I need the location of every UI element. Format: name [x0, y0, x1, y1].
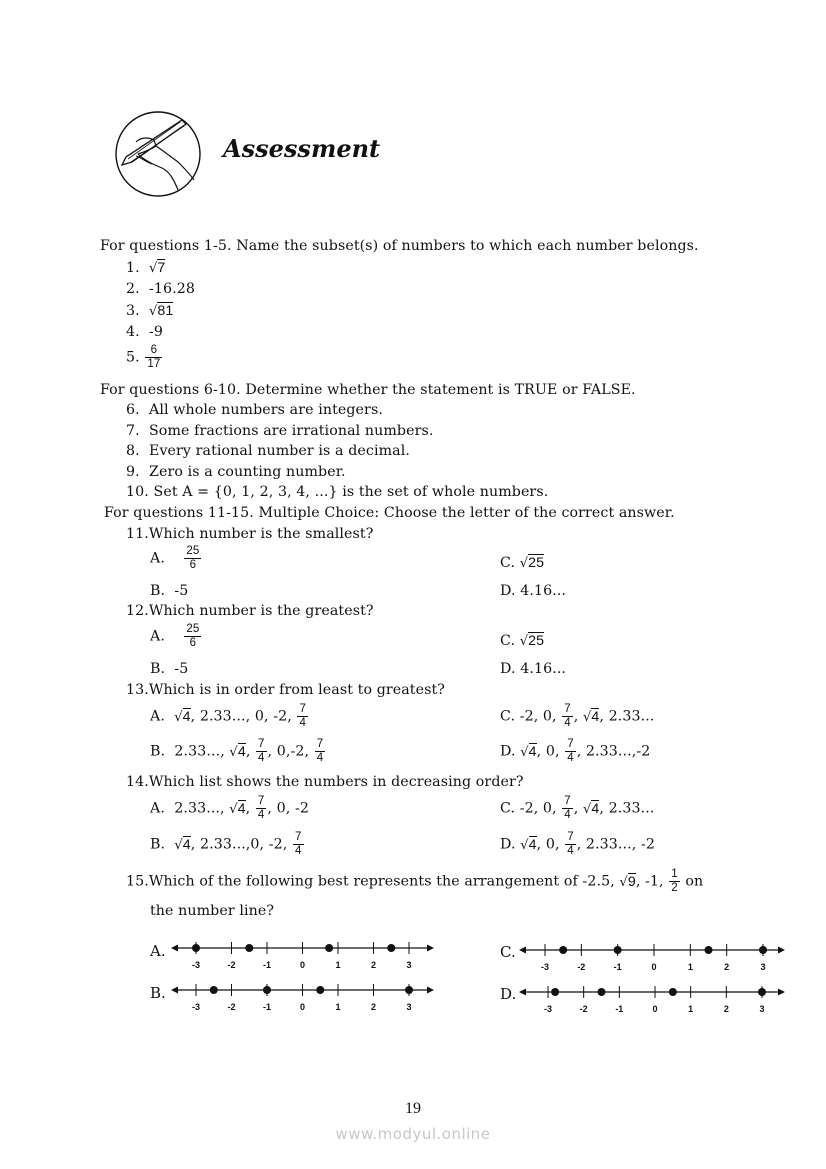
option-text: , 2.33... — [599, 708, 655, 725]
option-label: A. — [150, 628, 165, 645]
list-item — [126, 322, 163, 342]
q11-option-c — [500, 553, 544, 574]
sqrt-expression: √25 — [519, 555, 545, 571]
numerator: 6 — [145, 344, 162, 358]
question-15-stem-line2: the number line? — [150, 903, 275, 919]
stem-text: on — [680, 873, 704, 890]
denominator: 4 — [299, 717, 306, 729]
number-line-a — [170, 938, 435, 978]
radicand: 25 — [528, 555, 545, 571]
tick-label: -2 — [579, 1004, 588, 1014]
item-text: All whole numbers are integers. — [148, 402, 383, 418]
tick-label: 2 — [370, 960, 377, 970]
denominator: 4 — [567, 752, 574, 764]
sqrt-expression: √4 — [174, 836, 191, 853]
item-number: 1. — [126, 260, 140, 276]
sqrt-expression: √4 — [229, 743, 246, 760]
option-text: , 0, — [536, 836, 565, 853]
tick-label: 2 — [723, 1004, 729, 1014]
option-text: -2, 0, — [519, 708, 562, 725]
sqrt-expression: √4 — [174, 708, 191, 725]
option-label: C. — [500, 633, 516, 649]
option-text: 4.16... — [520, 661, 567, 677]
option-text: 4.16... — [520, 583, 567, 599]
q13-option-b — [150, 738, 326, 765]
plotted-point — [705, 946, 713, 954]
list-item — [126, 462, 346, 482]
option-label: C. — [500, 555, 516, 571]
list-item — [126, 279, 195, 299]
tick-label: 0 — [652, 1004, 658, 1014]
fraction — [565, 738, 576, 765]
fraction — [315, 738, 326, 765]
fraction — [184, 623, 201, 650]
q14-option-c — [500, 795, 654, 822]
q12-option-c — [500, 631, 544, 652]
radicand: 9 — [627, 873, 636, 890]
option-text: -5 — [174, 583, 189, 599]
tick-label: -1 — [613, 962, 622, 972]
tick-label: 2 — [724, 962, 730, 972]
assessment-icon — [112, 110, 204, 198]
option-text: , 2.33..., -2 — [576, 836, 655, 853]
sqrt-expression: √4 — [583, 800, 600, 817]
plotted-point — [405, 986, 413, 994]
list-item — [126, 301, 173, 322]
arrow-right-icon — [427, 987, 434, 994]
plotted-point — [551, 988, 559, 996]
q11-option-d — [500, 581, 566, 601]
denominator: 4 — [564, 717, 571, 729]
q13-option-a — [150, 703, 309, 730]
sqrt-expression: √9 — [619, 873, 636, 890]
option-label: A. — [150, 550, 165, 567]
option-text: , — [573, 708, 584, 725]
denominator: 4 — [295, 845, 302, 857]
tick-label: 0 — [299, 960, 306, 970]
stem-text: 15.Which of the following best represents the arrangement of -2.5, — [126, 873, 620, 890]
item-text: -16.28 — [148, 281, 195, 297]
tick-label: -1 — [262, 1002, 272, 1012]
hand-writing-pencil-icon — [112, 110, 204, 198]
question-15-stem — [126, 868, 703, 895]
item-number: 7. — [126, 423, 140, 439]
plotted-point — [758, 988, 766, 996]
q14-option-b — [150, 831, 305, 858]
option-label: C. — [500, 708, 516, 725]
tick-label: -2 — [227, 960, 236, 970]
item-text: -9 — [148, 324, 164, 340]
fraction — [562, 795, 573, 822]
fraction — [145, 344, 162, 371]
option-label: A. — [150, 708, 165, 725]
option-text: , 2.33...,-2 — [576, 743, 651, 760]
radicand: 4 — [182, 708, 191, 725]
sqrt-expression: √4 — [520, 743, 537, 760]
number-line-b — [170, 980, 435, 1020]
tick-label: -3 — [191, 960, 201, 970]
item-number: 6. — [126, 402, 140, 418]
denominator: 4 — [258, 752, 265, 764]
plotted-point — [263, 986, 271, 994]
tick-label: -1 — [615, 1004, 624, 1014]
arrow-right-icon — [778, 947, 785, 954]
option-text: , 0, — [536, 743, 565, 760]
tick-label: -3 — [540, 962, 550, 972]
arrow-left-icon — [171, 987, 178, 994]
arrow-left-icon — [519, 989, 526, 996]
radicand: 4 — [237, 743, 246, 760]
radicand: 4 — [237, 800, 246, 817]
item-text: Zero is a counting number. — [148, 464, 346, 480]
question-11-stem: 11.Which number is the smallest? — [126, 526, 374, 542]
fraction — [297, 703, 308, 730]
fraction — [669, 868, 680, 895]
tick-label: -3 — [543, 1004, 553, 1014]
option-text: , 2.33..., 0, -2, — [190, 708, 297, 725]
q11-option-b — [150, 581, 188, 601]
denominator: 17 — [147, 358, 161, 370]
fraction — [256, 795, 267, 822]
number-line-d — [518, 982, 786, 1022]
option-label: D. — [500, 743, 516, 760]
tick-label: 1 — [687, 962, 693, 972]
denominator: 4 — [567, 845, 574, 857]
tick-label: -2 — [227, 1002, 236, 1012]
plotted-point — [325, 944, 333, 952]
item-number: 5. — [126, 349, 140, 366]
section-instruction-3: For questions 11-15. Multiple Choice: Choose the letter of the correct answer. — [104, 505, 675, 521]
arrow-right-icon — [778, 989, 785, 996]
option-text: , — [573, 800, 584, 817]
q13-option-c — [500, 703, 654, 730]
numerator: 7 — [258, 738, 265, 750]
item-number: 8. — [126, 443, 140, 459]
option-text: , 0,-2, — [267, 743, 314, 760]
numerator: 25 — [186, 623, 200, 635]
sqrt-expression: √25 — [519, 633, 545, 649]
arrow-left-icon — [519, 947, 526, 954]
sqrt-expression: √4 — [520, 836, 537, 853]
tick-label: 3 — [759, 1004, 765, 1014]
plotted-point — [759, 946, 767, 954]
item-number: 3. — [126, 303, 140, 319]
item-text: Set A = {0, 1, 2, 3, 4, ...} is the set of whole numbers. — [153, 484, 549, 500]
option-label: B. — [150, 836, 166, 853]
option-text: , 2.33... — [599, 800, 655, 817]
stem-text: , -1, — [635, 873, 669, 890]
list-item — [126, 344, 163, 371]
q14-option-a — [150, 795, 309, 822]
tick-label: -1 — [262, 960, 272, 970]
section-instruction-2: For questions 6-10. Determine whether the statement is TRUE or FALSE. — [100, 382, 636, 398]
list-item — [126, 441, 410, 461]
tick-label: -2 — [577, 962, 586, 972]
option-label: B. — [150, 583, 166, 599]
arrow-right-icon — [427, 945, 434, 952]
q12-option-a — [150, 623, 202, 650]
question-12-stem: 12.Which number is the greatest? — [126, 603, 374, 619]
q12-option-d — [500, 659, 566, 679]
option-text: 2.33..., — [174, 743, 230, 760]
plotted-point — [598, 988, 606, 996]
option-text: -5 — [174, 661, 189, 677]
watermark: www.modyul.online — [335, 1125, 491, 1143]
numerator: 7 — [567, 831, 574, 843]
question-14-stem: 14.Which list shows the numbers in decreasing order? — [126, 774, 524, 790]
radicand: 25 — [528, 633, 545, 649]
option-text: , 2.33...,0, -2, — [190, 836, 292, 853]
radicand: 4 — [591, 800, 600, 817]
numerator: 7 — [295, 831, 302, 843]
option-label: B. — [150, 661, 166, 677]
sqrt-expression: √81 — [148, 303, 174, 319]
item-number: 9. — [126, 464, 140, 480]
q12-option-b — [150, 659, 188, 679]
option-label: C. — [500, 800, 516, 817]
plotted-point — [316, 986, 324, 994]
section-instruction-1: For questions 1-5. Name the subset(s) of numbers to which each number belongs. — [100, 238, 699, 254]
q15-option-d-label: D. — [500, 985, 517, 1003]
plotted-point — [614, 946, 622, 954]
option-label: D. — [500, 583, 516, 599]
tick-label: 1 — [335, 1002, 341, 1012]
numerator: 7 — [564, 795, 571, 807]
q14-option-d — [500, 831, 655, 858]
list-item — [126, 400, 383, 420]
radicand: 4 — [591, 708, 600, 725]
plotted-point — [210, 986, 218, 994]
denominator: 4 — [564, 809, 571, 821]
radicand: 4 — [528, 836, 537, 853]
sqrt-expression: √7 — [148, 260, 166, 276]
option-text: , — [245, 800, 255, 817]
numerator: 7 — [567, 738, 574, 750]
sqrt-expression: √4 — [583, 708, 600, 725]
fraction — [184, 545, 201, 572]
question-13-stem: 13.Which is in order from least to greatest? — [126, 682, 445, 698]
option-label: D. — [500, 836, 516, 853]
option-label: B. — [150, 743, 166, 760]
numerator: 7 — [564, 703, 571, 715]
option-label: D. — [500, 661, 516, 677]
list-item — [126, 258, 165, 279]
tick-label: 2 — [370, 1002, 377, 1012]
tick-label: 0 — [651, 962, 657, 972]
q11-option-a — [150, 545, 202, 572]
plotted-point — [245, 944, 253, 952]
fraction — [565, 831, 576, 858]
radicand: 7 — [157, 260, 166, 276]
tick-label: -3 — [191, 1002, 201, 1012]
plotted-point — [192, 944, 200, 952]
radicand: 81 — [157, 303, 174, 319]
q13-option-d — [500, 738, 650, 765]
numerator: 1 — [671, 868, 678, 880]
item-text: Every rational number is a decimal. — [148, 443, 410, 459]
list-item — [126, 482, 548, 502]
tick-label: 3 — [406, 1002, 412, 1012]
denominator: 2 — [671, 882, 678, 894]
option-text: , — [245, 743, 256, 760]
option-text: -2, 0, — [519, 800, 562, 817]
fraction — [293, 831, 304, 858]
denominator: 4 — [316, 752, 324, 764]
radicand: 4 — [528, 743, 537, 760]
tick-label: 1 — [688, 1004, 694, 1014]
q15-option-b-label: B. — [150, 984, 166, 1002]
tick-label: 0 — [299, 1002, 306, 1012]
item-text: Some fractions are irrational numbers. — [148, 423, 434, 439]
numerator: 25 — [186, 545, 200, 557]
item-number: 2. — [126, 281, 140, 297]
arrow-left-icon — [171, 945, 178, 952]
item-number: 4. — [126, 324, 140, 340]
numerator: 7 — [257, 795, 265, 807]
tick-label: 3 — [760, 962, 766, 972]
radicand: 4 — [182, 836, 191, 853]
tick-label: 1 — [335, 960, 341, 970]
option-text: 2.33..., — [174, 800, 230, 817]
tick-label: 3 — [406, 960, 412, 970]
option-label: A. — [150, 800, 165, 817]
denominator: 4 — [257, 809, 265, 821]
page-number: 19 — [405, 1100, 421, 1117]
plotted-point — [669, 988, 677, 996]
list-item — [126, 421, 433, 441]
sqrt-expression: √4 — [229, 800, 246, 817]
q15-option-c-label: C. — [500, 943, 516, 961]
plotted-point — [559, 946, 567, 954]
numerator: 7 — [299, 703, 306, 715]
number-line-c — [518, 940, 786, 980]
page-title: Assessment — [223, 134, 381, 163]
denominator: 6 — [189, 637, 197, 649]
option-text: , 0, -2 — [267, 800, 309, 817]
fraction — [562, 703, 573, 730]
fraction — [256, 738, 267, 765]
numerator: 7 — [316, 738, 324, 750]
plotted-point — [387, 944, 395, 952]
item-number: 10. — [126, 484, 149, 500]
denominator: 6 — [189, 559, 197, 571]
q15-option-a-label: A. — [150, 942, 166, 960]
